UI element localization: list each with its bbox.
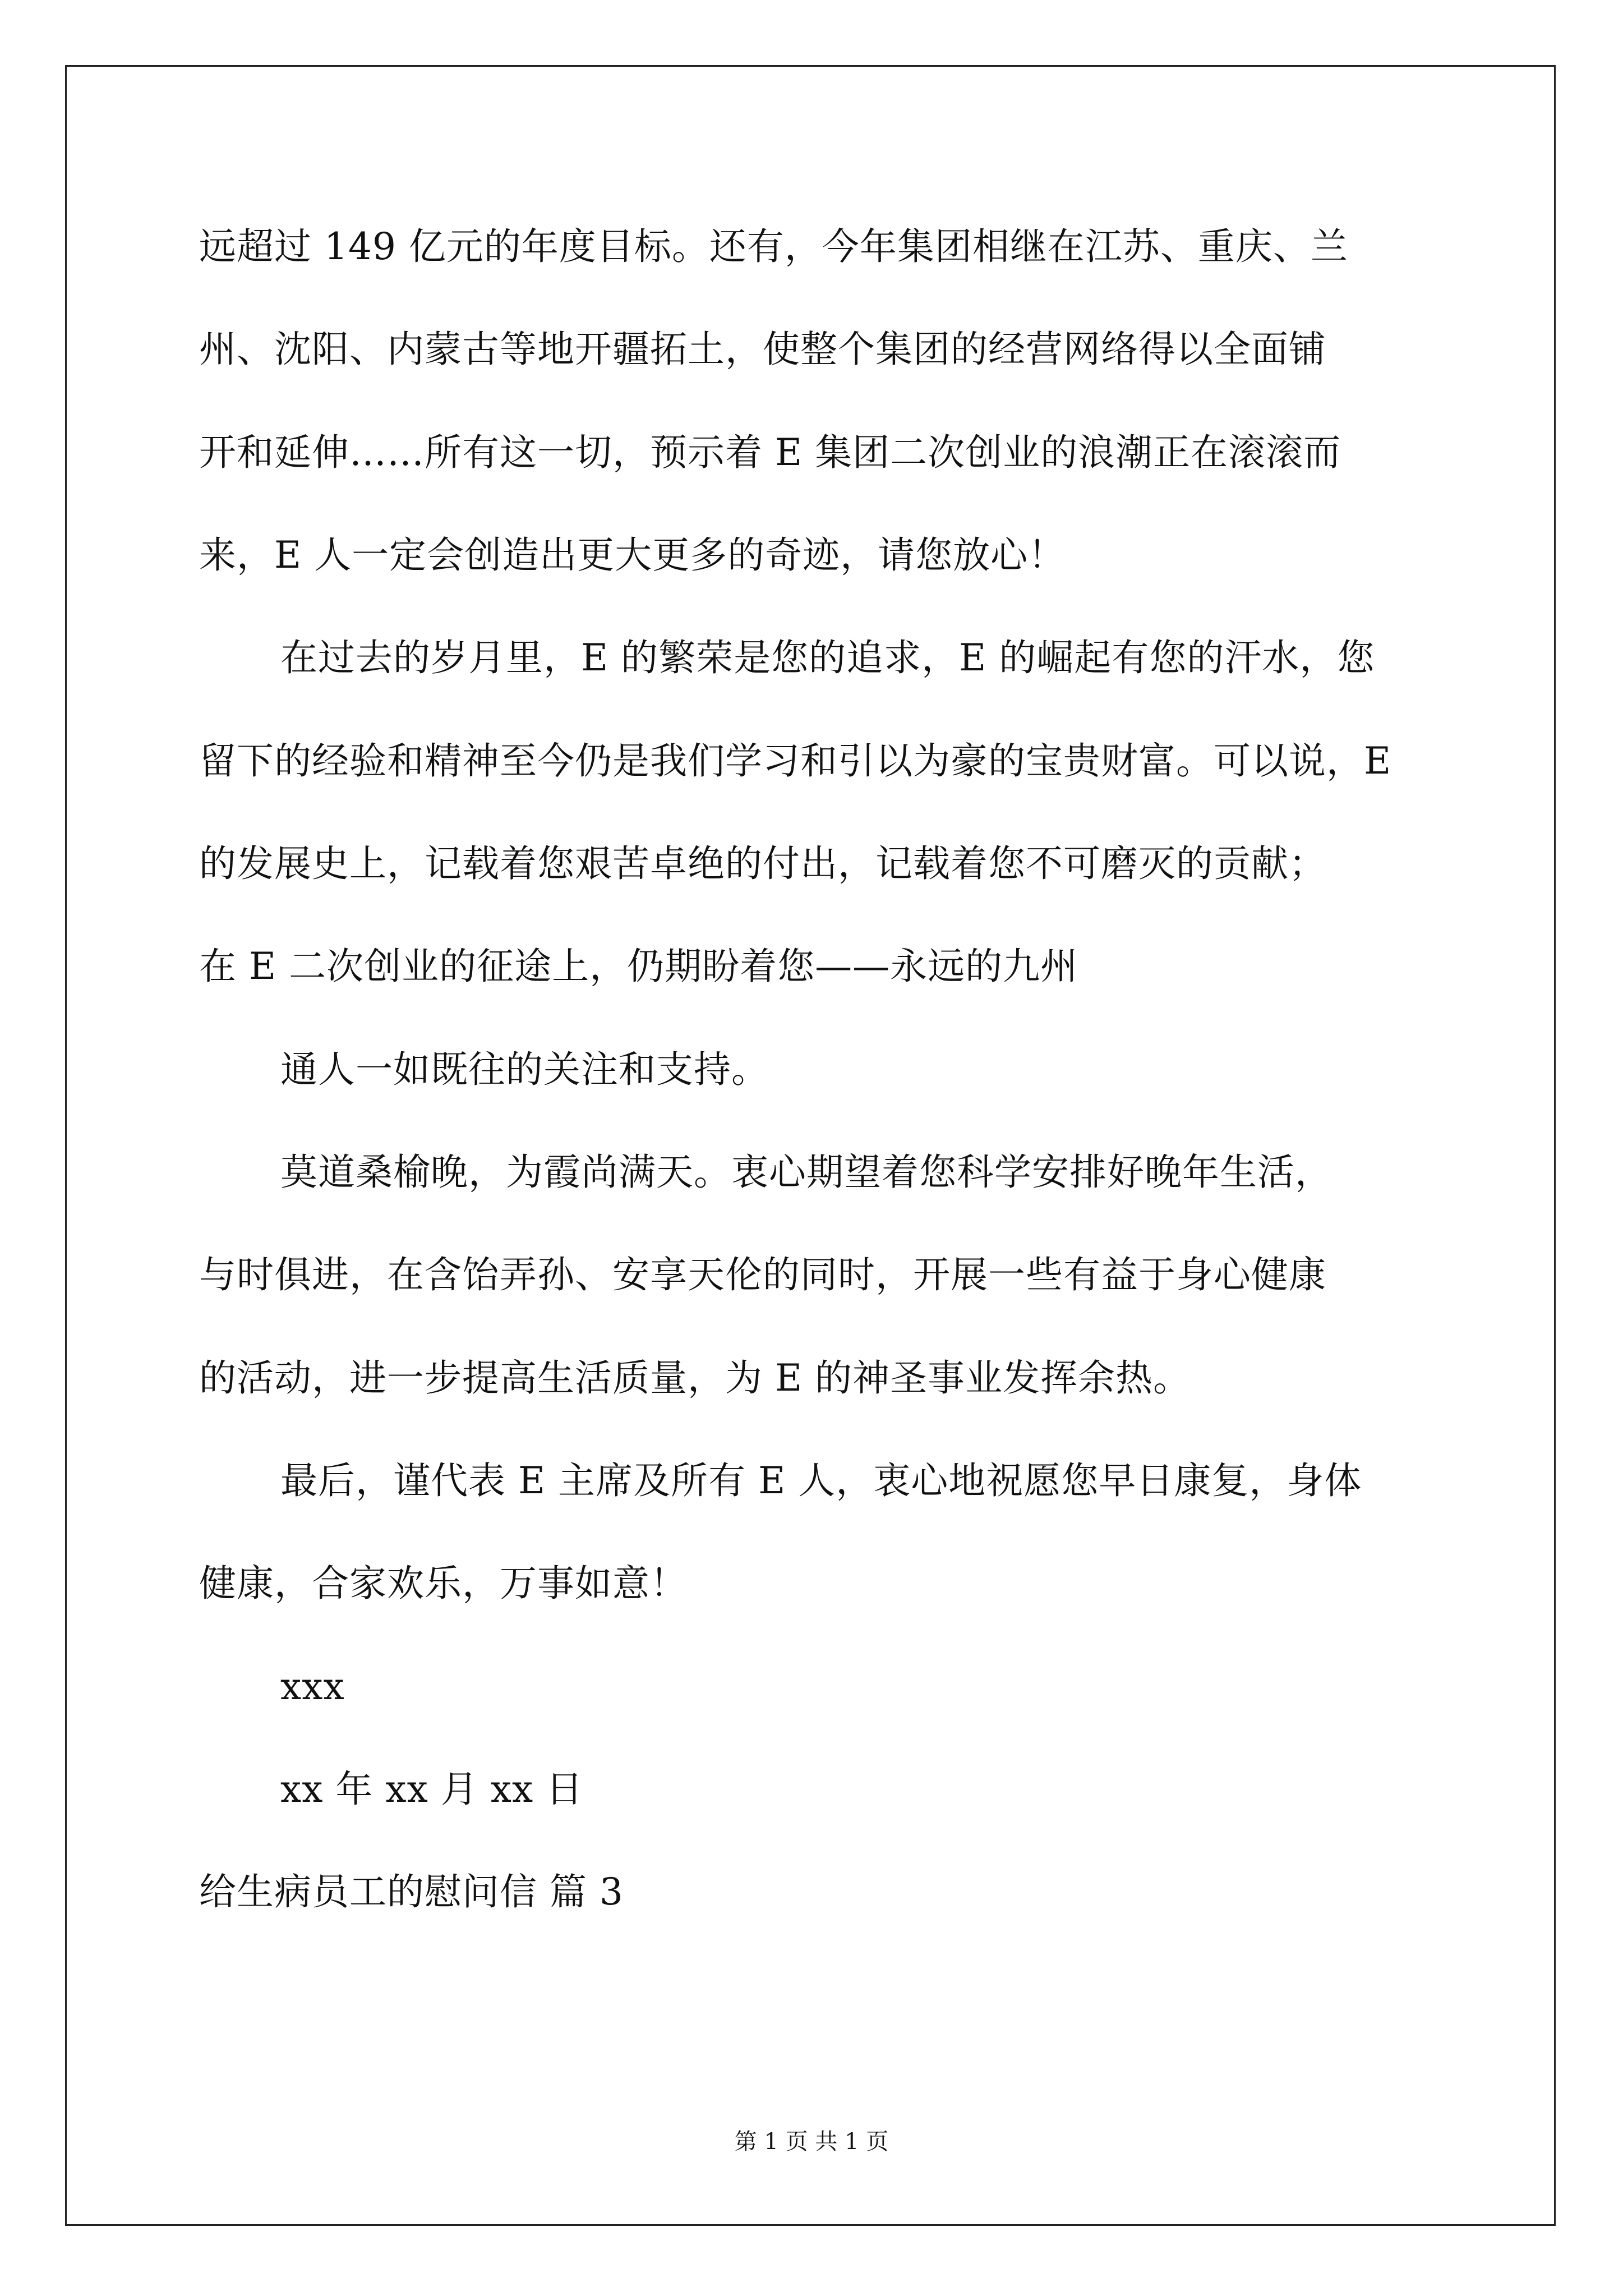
signature-date: xx 年 xx 月 xx 日: [280, 1768, 584, 1811]
text-line: 在 E 二次创业的征途上，仍期盼着您——永远的九州: [199, 945, 1078, 988]
text-line: 来，E 人一定会创造出更大更多的奇迹，请您放心！: [199, 533, 1066, 577]
text-line: 的发展史上，记载着您艰苦卓绝的付出，记载着您不可磨灭的贡献；: [199, 842, 1326, 885]
paragraph-start-line: 在过去的岁月里，E 的繁荣是您的追求，E 的崛起有您的汗水，您: [280, 636, 1375, 679]
paragraph-start-line: 通人一如既往的关注和支持。: [280, 1048, 769, 1091]
text-line: 开和延伸……所有这一切，预示着 E 集团二次创业的浪潮正在滚滚而: [199, 431, 1341, 474]
text-line: 留下的经验和精神至今仍是我们学习和引以为豪的宝贵财富。可以说，E: [199, 739, 1392, 783]
text-line: 远超过 149 亿元的年度目标。还有，今年集团相继在江苏、重庆、兰: [199, 225, 1348, 268]
signature-name: xxx: [280, 1665, 345, 1708]
text-line: 的活动，进一步提高生活质量，为 E 的神圣事业发挥余热。: [199, 1356, 1191, 1400]
text-line: 健康，合家欢乐，万事如意！: [199, 1562, 688, 1605]
page-footer: 第 1 页 共 1 页: [734, 2129, 889, 2155]
section-heading: 给生病员工的慰问信 篇 3: [199, 1870, 624, 1913]
paragraph-start-line: 最后，谨代表 E 主席及所有 E 人，衷心地祝愿您早日康复，身体: [280, 1459, 1362, 1502]
text-line: 与时俱进，在含饴弄孙、安享天伦的同时，开展一些有益于身心健康: [199, 1253, 1326, 1296]
text-line: 州、沈阳、内蒙古等地开疆拓土，使整个集团的经营网络得以全面铺: [199, 328, 1326, 371]
paragraph-start-line: 莫道桑榆晚，为霞尚满天。衷心期望着您科学安排好晚年生活，: [280, 1151, 1332, 1194]
